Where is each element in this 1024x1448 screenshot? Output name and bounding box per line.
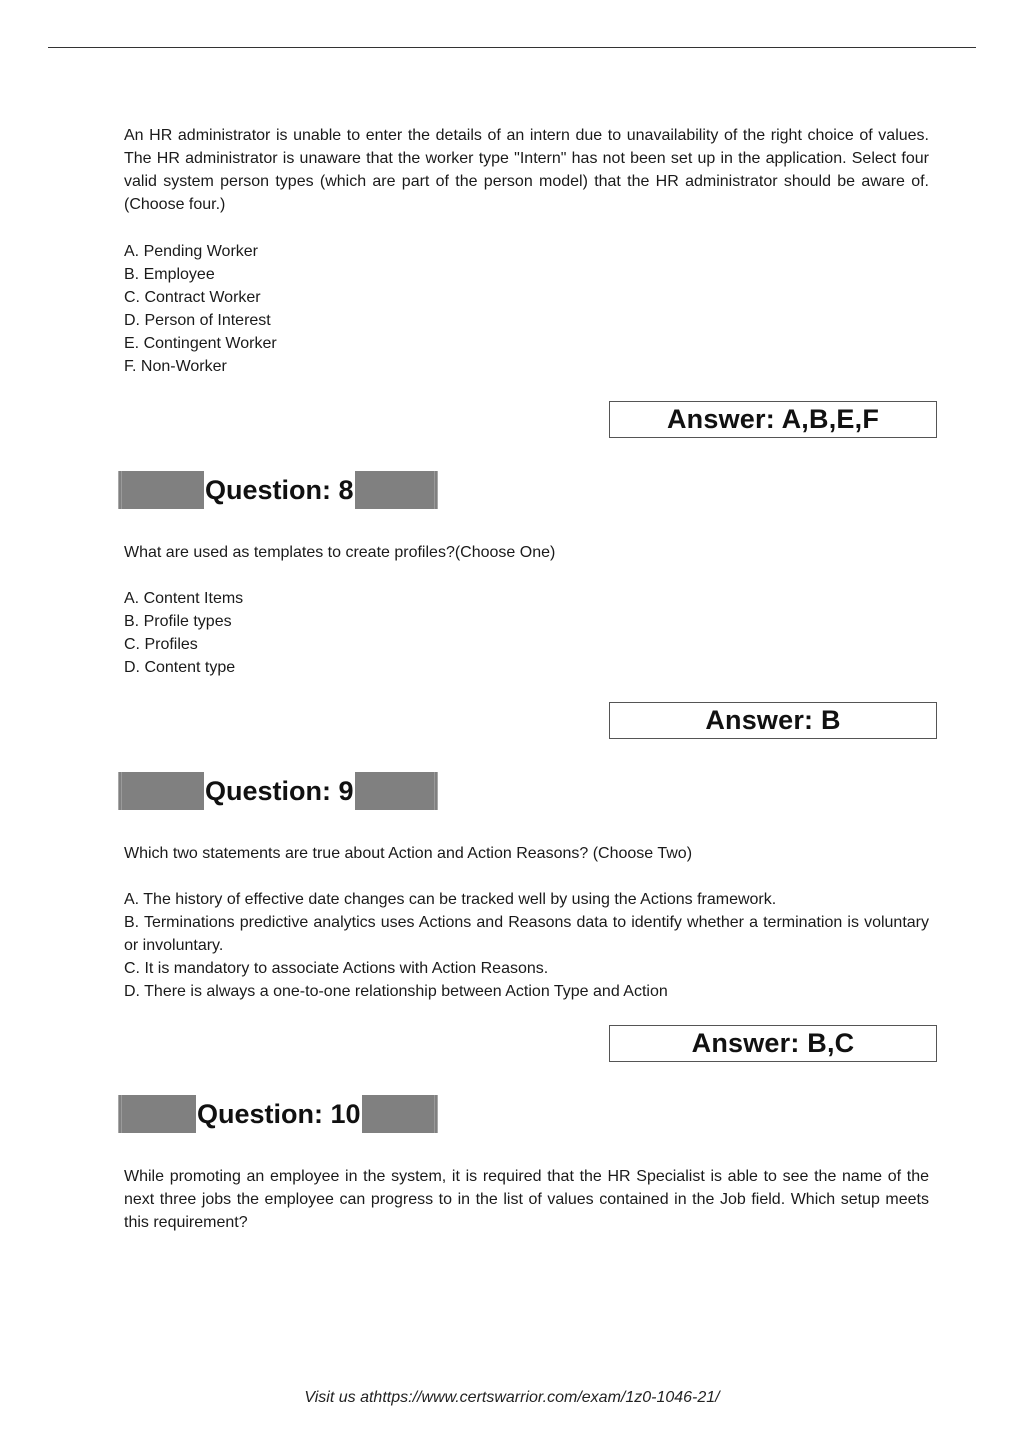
answer-box-q8 (609, 702, 937, 739)
option-c: C. It is mandatory to associate Actions with Action Reasons. (124, 960, 549, 977)
question-8-title: Question: 8 (204, 471, 355, 509)
option-c: C. Profiles (124, 636, 198, 653)
answer-box-q9 (609, 1025, 937, 1062)
question-9-header (118, 772, 438, 810)
question-8-header (118, 471, 438, 509)
option-d: D. Person of Interest (124, 312, 271, 329)
question-10-title: Question: 10 (196, 1095, 362, 1133)
answer-text: Answer: B,C (691, 1028, 855, 1058)
option-d: D. Content type (124, 659, 236, 676)
header-rule (48, 47, 976, 48)
option-d: D. There is always a one-to-one relationship between Action Type and Action (124, 983, 668, 1000)
question-10-stem: While promoting an employee in the system, it is required that the HR Specialist is able to see the name of the next three jobs the employee can progress to in the list of values contained in the Job field. Which setup meets this requirement? (124, 1168, 929, 1231)
question-8-options (124, 587, 929, 679)
option-e: E. Contingent Worker (124, 335, 277, 352)
question-10-header (118, 1095, 438, 1133)
option-a: A. The history of effective date changes can be tracked well by using the Actions framework. (124, 891, 777, 908)
option-b: B. Employee (124, 266, 215, 283)
question-9-options (124, 888, 929, 1003)
answer-text: Answer: B (705, 705, 841, 735)
question-9-stem: Which two statements are true about Action and Action Reasons? (Choose Two) (124, 845, 693, 862)
option-a: A. Pending Worker (124, 243, 258, 260)
question-7-stem: An HR administrator is unable to enter the details of an intern due to unavailability of the right choice of values. The HR administrator is unaware that the worker type "Intern" has not been set up in the application. Select four valid system person types (which are part of the person model) that the HR administrator should be aware of. (Choose four.) (124, 127, 929, 213)
question-7-options (124, 240, 929, 378)
option-c: C. Contract Worker (124, 289, 261, 306)
question-8-stem: What are used as templates to create profiles?(Choose One) (124, 544, 556, 561)
question-9-title: Question: 9 (204, 772, 355, 810)
option-a: A. Content Items (124, 590, 244, 607)
option-b: B. Profile types (124, 613, 232, 630)
answer-text: Answer: A,B,E,F (666, 404, 880, 434)
option-b: B. Terminations predictive analytics uses Actions and Reasons data to identify whether a termination is voluntary or involuntary. (124, 914, 929, 954)
footer-link-text: Visit us athttps://www.certswarrior.com/exam/1z0-1046-21/ (304, 1389, 720, 1406)
answer-box-q7 (609, 401, 937, 438)
option-f: F. Non-Worker (124, 358, 227, 375)
